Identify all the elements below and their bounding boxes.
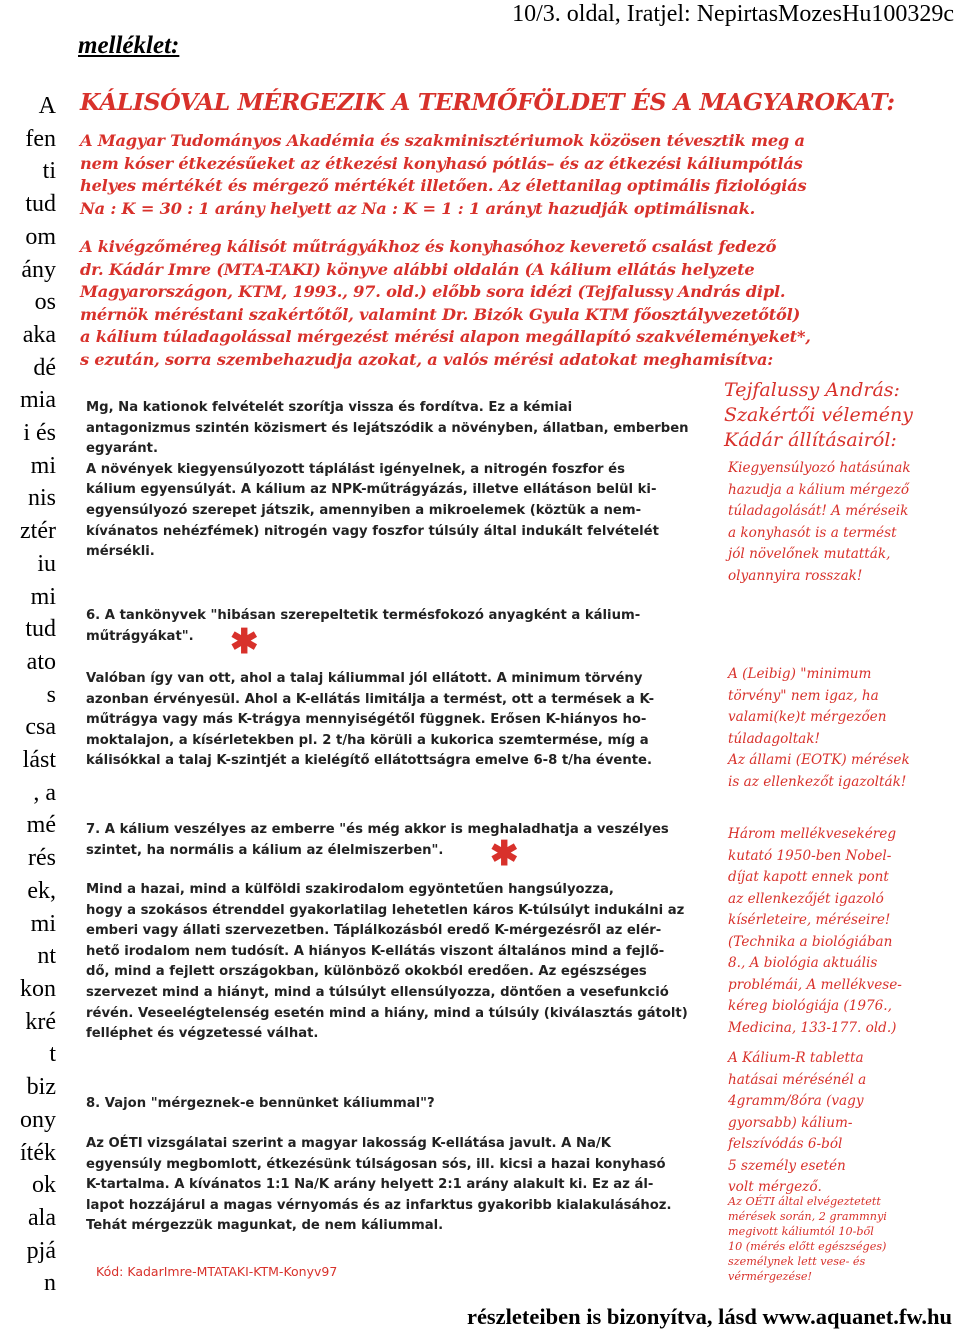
side-note-line: valami(ke)t mérgezően [728,709,887,725]
asterisk-mark-1: ✱ [230,624,259,661]
left-fragment: csa [25,714,56,741]
side-note-line: A Kálium-R tabletta [728,1050,864,1066]
side-note-line: díjat kapott ennek pont [728,869,889,885]
intro2-line: Magyarországon, KTM, 1993., 97. old.) előbb sora idézi (Tejfalussy András dipl. [80,282,786,301]
intro2-line: a kálium túladagolással mérgezést mérési alapon megállapító szakvéleményeket*, [80,327,811,346]
intro2-line: s ezután, sorra szembehazudja azokat, a valós mérési adatokat meghamisítva: [80,349,774,369]
left-fragment: , a [33,779,56,806]
book-line: egyaránt. [86,441,158,457]
side-note-line: a konyhasót is a termést [728,524,897,541]
side-note-line: olyannyira rosszak! [728,567,863,584]
book-line: hogy a szokásos étrenddel gyakorlatilag lehetetlen káros K-túlsúlyt indukálni az [86,902,685,918]
left-fragment: ok [32,1172,56,1199]
book-paragraph [86,820,706,861]
side-note-line: is az ellenkezőt igazolták! [728,773,907,790]
asterisk-mark-2: ✱ [490,836,519,873]
book-line: műtrágyákat". [86,628,194,644]
left-fragment: tud [25,191,56,218]
side-note-line: jól növelőnek mutatták, [728,546,891,562]
left-fragment: íték [20,1139,56,1166]
left-fragment: aka [22,321,56,348]
left-fragment: dé [33,354,56,381]
book-line: Mind a hazai, mind a külföldi szakirodalom egyöntetűen hangsúlyozza, [86,882,614,897]
book-line: 7. A kálium veszélyes az emberre "és még akkor is meghaladhatja a veszélyes [86,822,669,837]
left-fragment: ala [28,1204,56,1231]
left-fragment: i és [23,420,56,447]
page-reference: 10/3. oldal, Iratjel: NepirtasMozesHu100329c [512,1,954,27]
book-paragraph [86,606,706,647]
side-note-line: 8., A biológia aktuális [728,955,878,971]
left-fragment: tud [25,616,56,643]
left-fragment: kré [25,1008,56,1035]
side-note-line: 4gramm/8óra (vagy [728,1093,864,1109]
left-fragment: om [25,223,56,250]
attachment-title: KÁLISÓVAL MÉRGEZIK A TERMŐFÖLDET ÉS A MAGYAROKAT: [80,88,895,116]
book-line: hető irodalom nem tudósít. A hiányos K-ellátás viszont általános mind a fejlő- [86,943,665,959]
code-label: Kód: KadarImre-MTATAKI-KTM-Konyv97 [96,1264,338,1279]
side-note [728,824,902,1039]
left-fragment: fen [25,125,56,152]
book-line: Tehát mérgezzük magunkat, de nem káliummal. [86,1218,444,1234]
side-title-line: Szakértői vélemény [724,404,913,426]
book-line: szintet, ha normális a kálium az élelmiszerben". [86,842,444,858]
side-note-line: Az OÉTI által elvégeztetett [728,1195,881,1208]
left-fragment: rés [28,845,56,872]
book-line: A növények kiegyensúlyozott táplálást igényelnek, a nitrogén foszfor és [86,461,625,477]
intro-paragraph-1 [80,130,806,220]
side-note-line: A (Leibig) "minimum [728,666,872,682]
left-fragment: ek, [27,877,56,904]
book-paragraph [86,398,706,563]
side-note-line: törvény" nem igaz, ha [728,687,879,704]
left-fragment: ato [26,648,56,675]
left-fragment: mia [20,387,56,414]
book-line: K-tartalma. A kívánatos 1:1 Na/K arány helyett 2:1 arány alakult ki. Ez az ál- [86,1177,654,1193]
left-fragment: os [34,289,56,316]
attachment-label: melléklet: [78,32,180,59]
book-line: egyensúlyozó szerepet játszik, amennyiben a mikroelemek (köztük a nem- [86,502,642,518]
book-line: Valóban így van ott, ahol a talaj káliummal jól ellátott. A minimum törvény [86,671,643,686]
side-note [728,1194,887,1284]
book-line: Mg, Na kationok felvételét szorítja vissza és fordítva. Ez a kémiai [86,400,573,415]
side-note-line: (Technika a biológiában [728,933,893,950]
left-fragment: ány [21,256,56,283]
left-fragment: ti [42,158,56,185]
book-paragraph [86,880,706,1045]
side-note-line: személynek lett vese- és [728,1255,866,1268]
left-fragment: mi [30,910,56,937]
footer-reference: részleteiben is bizonyítva, lásd www.aquanet.fw.hu [466,1304,952,1329]
left-fragment: n [44,1270,56,1297]
intro1-line: Na : K = 30 : 1 arány helyett az Na : K = 1 : 1 arányt hazudják optimálisnak. [80,198,756,218]
left-fragment: lást [22,747,56,774]
left-fragment: kon [20,975,56,1002]
side-note-line: kéreg biológiája (1976., [728,998,892,1014]
book-paragraph [86,1094,706,1115]
side-note-line: Medicina, 133-177. old.) [728,1019,897,1036]
side-note-line: kísérleteire, méréseire! [728,912,891,928]
side-title-line: Tejfalussy András: [724,379,900,401]
intro2-line: mérnök méréstani szakértőtől, valamint Dr. Bizók Gyula KTM főosztályvezetőtől) [80,304,801,324]
left-fragment-column [0,90,56,1300]
side-note-line: az ellenkezőjét igazoló [728,890,884,907]
book-line: kálium egyensúlyát. A kálium az NPK-műtrágyázás, illetve ellátáson belül ki- [86,482,657,498]
side-note-line: Az állami (EOTK) mérések [728,752,910,768]
left-fragment: A [38,93,56,119]
book-line: révén. Veseelégtelenség esetén mind a hiány, mind a túlsúly (kiválasztás gátolt) [86,1005,688,1021]
side-note-line: 10 (mérés előtt egészséges) [728,1240,887,1253]
book-line: antagonizmus szintén közismert és lejátszódik a növényben, állatban, emberben [86,420,689,436]
left-fragment: ony [20,1106,56,1133]
side-note-line: problémái, A mellékvese- [728,976,902,993]
side-note-line: megivott káliumtól 10-ből [728,1225,874,1238]
intro1-line: helyes mértékét és mérgező mértékét illetően. Az élettanilag optimális fiziológiás [80,176,807,195]
left-fragment: mi [30,452,56,479]
side-note-line: hazudja a kálium mérgező [728,481,910,498]
book-line: moktalajon, a kísérletekben pl. 2 t/ha körüli a kukorica szemtermése, míg a [86,732,649,748]
side-note [728,458,911,587]
left-fragment: pjá [26,1237,56,1264]
side-note-line: felszívódás 6-ból [728,1136,843,1152]
left-fragment: mé [26,812,56,839]
left-fragment: biz [26,1074,56,1101]
intro2-line: dr. Kádár Imre (MTA-TAKI) könyve alábbi oldalán (A kálium ellátás helyzete [80,259,755,279]
book-line: emberi vagy állati szervezetben. Táplálkozásból eredő K-mérgezésről az elér- [86,923,662,939]
book-line: egyensúly megbomlott, étkezésünk túlságosan sós, ill. kicsi a hazai konyhasó [86,1156,666,1172]
side-note-line: kutató 1950-ben Nobel- [728,847,892,864]
book-line: műtrágya vagy más K-trágya mennyiségétől függnek. Erősen K-hiányos ho- [86,712,647,728]
side-note-line: volt mérgező. [728,1179,822,1195]
side-note-line: túladagolását! A méréseik [728,503,909,519]
book-line: azonban érvényesül. Ahol a K-ellátás limitálja a termést, ott a termések a K- [86,691,655,707]
intro1-line: nem kóser étkezésűeket az étkezési konyhasó pótlás– és az étkezési káliumpótlás [80,153,803,173]
intro1-line: A Magyar Tudományos Akadémia és szakminisztériumok közösen tévesztik meg a [80,131,805,150]
scanned-attachment-image [74,86,942,1298]
side-note-line: túladagoltak! [728,730,820,747]
book-line: szervezet mind a hiányt, mind a túlsúlyt ellensúlyozza, döntően a vesefunkció [86,984,669,1000]
book-line: 6. A tankönyvek "hibásan szerepeltetik termésfokozó anyagként a kálium- [86,608,641,623]
left-fragment: iu [37,550,56,577]
book-line: dő, mind a fejlett országokban, különböző okokból eredően. Az egészséges [86,964,647,980]
side-note-line: Három mellékvesekéreg [728,826,897,842]
side-note-line: mérések során, 2 grammnyi [728,1210,887,1223]
side-note-line: hatásai mérésénél a [728,1071,867,1088]
left-fragment: s [46,681,56,708]
side-note [728,1048,866,1199]
book-line: mérsékli. [86,544,155,560]
left-fragment: ztér [20,518,56,545]
book-paragraph [86,1134,706,1237]
side-note-line: 5 személy esetén [728,1157,846,1174]
left-fragment: nt [37,943,56,970]
book-line: 8. Vajon "mérgeznek-e bennünket káliummal"? [86,1096,435,1111]
side-note-line: gyorsabb) kálium- [728,1114,853,1131]
intro-paragraph-2 [80,236,811,371]
intro2-line: A kivégzőméreg kálisót műtrágyákhoz és konyhasóhoz keverető csalást fedező [80,237,777,256]
side-title [724,378,913,453]
book-line: kálisókkal a talaj K-szintjét a kielégítő ellátottságra emelve 6-8 t/ha évente. [86,753,653,769]
side-note-line: Kiegyensúlyozó hatásúnak [728,460,911,476]
side-title-line: Kádár állításairól: [724,429,897,451]
book-line: felléphet és végzetessé válhat. [86,1026,319,1042]
left-fragment: mi [30,583,56,610]
side-note [728,664,910,793]
book-paragraph [86,669,706,772]
left-fragment: t [49,1041,56,1068]
side-note-line: vérmérgezése! [728,1270,813,1283]
left-fragment: nis [27,485,56,512]
book-line: Az OÉTI vizsgálatai szerint a magyar lakosság K-ellátása javult. A Na/K [86,1136,611,1151]
book-line: lapot hozzájárul a magas vérnyomás és az infarktus gyakoribb kialakulásához. [86,1197,672,1213]
book-line: kívánatos nehézfémek) nitrogén vagy foszfor túlsúly által indukált felvételét [86,523,659,539]
